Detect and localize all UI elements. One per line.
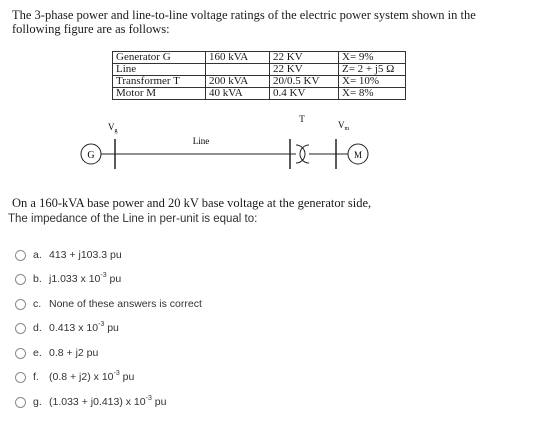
option-letter: g. <box>33 396 42 408</box>
table-cell: X= 10% <box>339 76 406 88</box>
option-letter: b. <box>33 273 42 285</box>
option-text: (1.033 + j0.413) x $10^{-3}$ pu <box>49 395 167 408</box>
vg-label: $V_g$ <box>108 122 118 134</box>
option-a[interactable] <box>15 247 122 263</box>
radio-button[interactable] <box>15 372 26 383</box>
table-row <box>113 64 406 76</box>
table-cell: 22 KV <box>270 52 339 64</box>
option-e[interactable] <box>15 345 98 361</box>
radio-button[interactable] <box>15 299 26 310</box>
table-cell: 40 kVA <box>206 88 270 100</box>
option-text: 0.413 x $10^{-3}$ pu <box>49 321 119 334</box>
radio-button[interactable] <box>15 397 26 408</box>
table-cell: 20/0.5 KV <box>270 76 339 88</box>
table-cell: 22 KV <box>270 64 339 76</box>
option-text: j1.033 x $10^{-3}$ pu <box>49 272 122 285</box>
option-b[interactable] <box>15 271 121 287</box>
option-f[interactable] <box>15 369 134 385</box>
radio-button[interactable] <box>15 274 26 285</box>
radio-button[interactable] <box>15 348 26 359</box>
option-c[interactable] <box>15 296 202 312</box>
table-cell: 0.4 KV <box>270 88 339 100</box>
motor-label: M <box>353 150 363 160</box>
line-label: Line <box>192 136 210 146</box>
option-g[interactable] <box>15 394 166 410</box>
option-text: (0.8 + j2) x $10^{-3}$ pu <box>49 370 135 383</box>
one-line-diagram <box>70 112 450 188</box>
table-cell <box>206 64 270 76</box>
question-text: The impedance of the Line in per-unit is equal to: <box>8 213 258 225</box>
radio-button[interactable] <box>15 323 26 334</box>
table-cell: X= 8% <box>339 88 406 100</box>
option-letter: d. <box>33 322 42 334</box>
table-cell: Generator G <box>113 52 206 64</box>
base-values-note: On a 160-kVA base power and 20 kV base voltage at the generator side, <box>12 196 372 210</box>
generator-label: G <box>87 150 95 161</box>
table-cell: 160 kVA <box>206 52 270 64</box>
option-text: 0.8 + j2 pu <box>49 347 99 359</box>
option-letter: e. <box>33 347 42 359</box>
problem-intro: The 3-phase power and line-to-line voltage ratings of the electric power system shown in the following figure are as follows: <box>12 8 476 36</box>
table-cell: Transformer T <box>113 76 206 88</box>
table-row <box>113 52 406 64</box>
option-letter: c. <box>33 298 42 310</box>
table-cell: Motor M <box>113 88 206 100</box>
table-cell: Z= 2 + j5 Ω <box>339 64 406 76</box>
table-cell: 200 kVA <box>206 76 270 88</box>
table-row <box>113 88 406 100</box>
table-row <box>113 76 406 88</box>
option-letter: a. <box>33 249 42 261</box>
ratings-table <box>112 51 406 100</box>
option-text: 413 + j103.3 pu <box>49 249 122 261</box>
table-cell: X= 9% <box>339 52 406 64</box>
table-cell: Line <box>113 64 206 76</box>
transformer-label: T <box>299 114 305 124</box>
option-letter: f. <box>33 371 39 383</box>
radio-button[interactable] <box>15 250 26 261</box>
option-text: None of these answers is correct <box>49 298 202 310</box>
option-d[interactable] <box>15 320 119 336</box>
vm-label: $V_m$ <box>338 120 350 132</box>
